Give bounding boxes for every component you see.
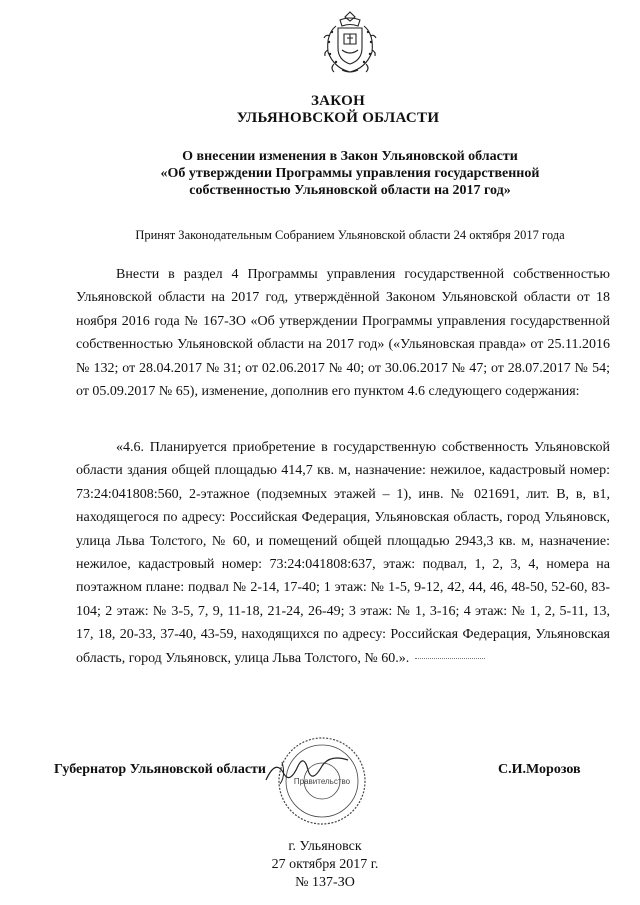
subject-line: «Об утверждении Программы управления государственной xyxy=(160,166,540,181)
signing-date: 27 октября 2017 г. xyxy=(271,857,379,872)
signatory-name: С.И.Морозов xyxy=(498,762,581,777)
handwritten-trail xyxy=(415,658,485,659)
subject-line: собственностью Ульяновской области на 2017 год» xyxy=(189,183,511,198)
stamp-text: Правительство xyxy=(293,777,351,786)
law-title: ЗАКОН xyxy=(310,93,366,109)
coat-of-arms-icon xyxy=(318,10,382,76)
law-subject xyxy=(110,148,590,199)
item-text: «4.6. Планируется приобретение в государственную собственность Ульяновской области здания общей площадью 414,7 кв. м, назначение: нежилое, кадастровый номер: 73:24:041808:560, 2-этажное (подземных этажей – 1), инв. № 021691, лит. В, в, в1, находящегося по адресу: Российская Федерация, Ульяновская область, город Ульяновск, улица Льва Толстого, № 60, и помещений общей площадью 2943,3 кв. м, назначение: нежилое, кадастровый номер: 73:24:041808:637, этаж: подвал, 1, 2, 3, 4, номера на поэтажном плане: подвал № 2-14, 17-40; 1 этаж: № 1-5, 9-12, 42, 44, 46, 48-50, 52-60, 83-104; 2 этаж: № 3-5, 7, 9, 11-18, 21-24, 26-49; 3 этаж: № 1, 3-16; 4 этаж: № 1, 2, 5-11, 13, 17, 18, 20-33, 37-40, 43-59, находящихся по адресу: Российская Федерация, Ульяновская область, город Ульяновск, улица Льва Толстого, № 60.». xyxy=(76,440,610,666)
signature-scribble-icon xyxy=(262,752,352,788)
subject-line: О внесении изменения в Закон Ульяновской области xyxy=(182,149,518,164)
law-number: № 137-ЗО xyxy=(295,875,355,890)
body-paragraph-item-4-6 xyxy=(76,436,610,670)
adoption-note: Принят Законодательным Собранием Ульяновской области 24 октября 2017 года xyxy=(135,228,565,242)
place-of-signing: г. Ульяновск xyxy=(288,839,362,854)
signatory-role: Губернатор Ульяновской области xyxy=(54,762,266,777)
law-region-title: УЛЬЯНОВСКОЙ ОБЛАСТИ xyxy=(236,110,440,126)
body-paragraph: Внести в раздел 4 Программы управления государственной собственностью Ульяновской области на 2017 год, утверждённой Законом Ульяновской области от 18 ноября 2016 года № 167-ЗО «Об утверждении Программы управления государственной собственностью Ульяновской области на 2017 год» («Ульяновская правда» от 25.11.2016 № 132; от 28.04.2017 № 31; от 02.06.2017 № 40; от 30.06.2017 № 47; от 28.07.2017 № 54; от 05.09.2017 № 65), изменение, дополнив его пунктом 4.6 следующего содержания: xyxy=(76,267,610,400)
